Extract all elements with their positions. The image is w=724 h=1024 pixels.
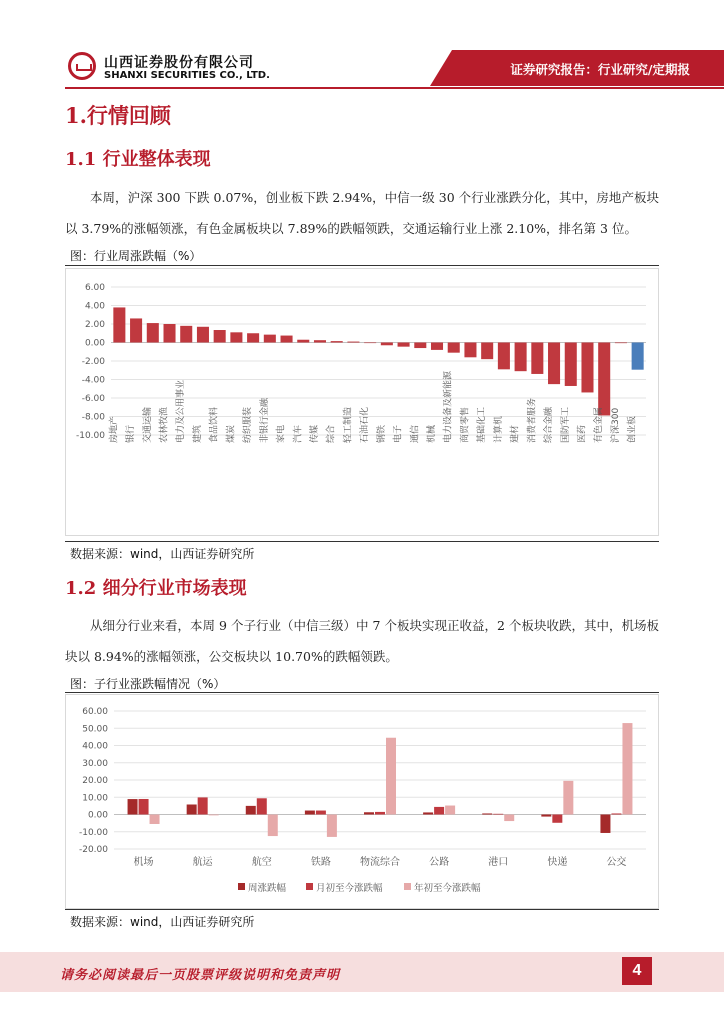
bar-23 (498, 343, 510, 370)
sub-industry-paragraph: 从细分行业来看，本周 9 个子行业（中信三级）中 7 个板块实现正收益，2 个板块收跌，其中，机场板块以 8.94%的涨幅领涨，公交板块以 10.70%的跌幅领跌。 (65, 618, 659, 664)
header-divider (65, 87, 724, 89)
bar-月初至今涨跌幅-公路 (434, 807, 444, 815)
bar-月初至今涨跌幅-铁路 (316, 811, 326, 815)
subsection-title-sub-industry: 1.2 细分行业市场表现 (65, 578, 247, 599)
bar-周涨跌幅-航运 (187, 804, 197, 814)
bar-21 (464, 343, 476, 358)
bar-月初至今涨跌幅-物流综合 (375, 812, 385, 815)
x-tick-label: 石油石化 (360, 406, 371, 443)
bar-8 (247, 333, 259, 342)
x-tick-label: 国防军工 (560, 406, 571, 443)
x-tick-label: 公路 (429, 857, 450, 868)
x-tick-label: 通信 (410, 424, 421, 443)
x-tick-label: 航空 (251, 857, 272, 868)
legend-label: 周涨跌幅 (248, 883, 287, 894)
bar-11 (297, 340, 309, 343)
bar-5 (197, 327, 209, 343)
x-tick-label: 农林牧渔 (159, 406, 170, 443)
bar-28 (581, 343, 593, 393)
bar-周涨跌幅-物流综合 (364, 812, 374, 814)
y-tick-label: 6.00 (84, 283, 105, 293)
x-tick-label: 食品饮料 (209, 406, 220, 443)
x-tick-label: 综合 (326, 424, 337, 443)
y-tick-label: -20.00 (78, 845, 108, 855)
figure1-chart (65, 268, 659, 536)
bar-25 (531, 343, 543, 374)
x-tick-label: 创业板 (627, 415, 638, 443)
subsection-title-industry-performance: 1.1 行业整体表现 (65, 149, 211, 170)
page-number: 4 (622, 957, 652, 985)
bar-周涨跌幅-航空 (246, 806, 256, 815)
x-tick-label: 医药 (577, 424, 588, 443)
bar-年初至今涨跌幅-快递 (563, 781, 573, 815)
y-tick-label: -6.00 (81, 394, 105, 404)
bar-20 (448, 343, 460, 353)
x-tick-label: 基础化工 (477, 406, 488, 443)
legend-swatch (238, 883, 245, 890)
y-tick-label: 0.00 (84, 338, 105, 349)
bar-6 (214, 330, 226, 342)
x-tick-label: 家电 (276, 424, 287, 443)
figure2-chart (65, 694, 659, 909)
bar-周涨跌幅-公路 (423, 812, 433, 814)
footer-disclaimer: 请务必阅读最后一页股票评级说明和免责声明 (60, 968, 341, 983)
y-tick-label: -10.00 (75, 431, 105, 441)
figure2-top-rule (65, 692, 659, 693)
bar-周涨跌幅-铁路 (305, 811, 315, 815)
y-tick-label: -4.00 (81, 375, 105, 386)
bar-18 (414, 343, 426, 349)
x-tick-label: 房地产 (109, 415, 120, 443)
bar-27 (565, 343, 577, 386)
x-tick-label: 纺织服装 (243, 406, 254, 443)
bar-周涨跌幅-快递 (541, 815, 551, 817)
bar-月初至今涨跌幅-快递 (552, 815, 562, 823)
legend-label: 年初至今涨跌幅 (414, 883, 481, 894)
bar-17 (398, 343, 410, 347)
bar-10 (281, 336, 293, 343)
sub-industry-bar-chart (66, 695, 658, 908)
figure1-title: 图：行业周涨跌幅（%） (70, 249, 202, 263)
y-tick-label: 10.00 (82, 793, 108, 804)
figure1-source: 数据来源：wind，山西证券研究所 (70, 547, 255, 561)
bar-4 (180, 326, 192, 343)
bar-年初至今涨跌幅-航运 (209, 815, 219, 816)
x-tick-label: 航运 (192, 857, 213, 868)
x-tick-label: 沪深300 (610, 407, 621, 443)
y-tick-label: 2.00 (84, 320, 105, 330)
company-name-cn: 山西证券股份有限公司 (104, 55, 254, 71)
legend-swatch (306, 883, 313, 890)
bar-31 (632, 343, 644, 370)
figure2-title: 图：子行业涨跌幅情况（%） (70, 677, 226, 691)
bar-7 (230, 332, 242, 342)
x-tick-label: 消费者服务 (527, 397, 538, 443)
x-tick-label: 建材 (510, 424, 521, 443)
bar-1 (130, 318, 142, 342)
figure1-top-rule (65, 265, 659, 266)
industry-weekly-bar-chart (66, 269, 658, 535)
x-tick-label: 煤炭 (226, 424, 237, 443)
x-tick-label: 电力及公用事业 (176, 379, 187, 443)
bar-年初至今涨跌幅-铁路 (327, 815, 337, 837)
bar-年初至今涨跌幅-航空 (268, 815, 278, 837)
y-tick-label: 20.00 (82, 776, 108, 786)
x-tick-label: 计算机 (493, 415, 504, 443)
bar-16 (381, 343, 393, 346)
bar-年初至今涨跌幅-港口 (504, 815, 514, 822)
bar-26 (548, 343, 560, 385)
x-tick-label: 非银行金融 (259, 397, 270, 443)
section-title-market-review: 1.行情回顾 (65, 103, 171, 128)
y-tick-label: 60.00 (82, 707, 108, 717)
x-tick-label: 交通运输 (142, 406, 153, 443)
y-tick-label: -2.00 (81, 357, 105, 367)
x-tick-label: 汽车 (293, 424, 304, 443)
bar-15 (364, 343, 376, 344)
bar-月初至今涨跌幅-机场 (139, 799, 149, 815)
x-tick-label: 商贸零售 (460, 406, 471, 443)
x-tick-label: 轻工制造 (343, 406, 354, 443)
x-tick-label: 建筑 (192, 424, 203, 443)
y-tick-label: 4.00 (84, 301, 105, 312)
bar-月初至今涨跌幅-航空 (257, 798, 267, 814)
bar-月初至今涨跌幅-航运 (198, 797, 208, 814)
x-tick-label: 传媒 (309, 424, 320, 443)
x-tick-label: 机场 (133, 857, 154, 868)
figure1-bottom-rule (65, 541, 659, 542)
bar-24 (515, 343, 527, 372)
y-tick-label: 50.00 (82, 724, 108, 735)
bar-9 (264, 335, 276, 343)
bar-2 (147, 323, 159, 342)
bar-12 (314, 340, 326, 342)
industry-performance-paragraph: 本周，沪深 300 下跌 0.07%，创业板下跌 2.94%，中信一级 30 个行业涨跌分化，其中，房地产板块以 3.79%的涨幅领涨，有色金属板块以 7.89%的跌幅领跌，交通运输行业上涨 2.10%，排名第 3 位。 (65, 190, 659, 236)
company-logo-icon (68, 52, 96, 80)
x-tick-label: 物流综合 (360, 857, 400, 868)
y-tick-label: -8.00 (81, 412, 105, 423)
y-tick-label: 0.00 (87, 810, 108, 821)
legend-swatch (404, 883, 411, 890)
bar-22 (481, 343, 493, 360)
x-tick-label: 银行 (126, 424, 137, 443)
y-tick-label: 40.00 (82, 741, 108, 752)
report-type-label: 证券研究报告：行业研究/定期报 (510, 62, 690, 77)
figure2-source: 数据来源：wind，山西证券研究所 (70, 915, 255, 929)
bar-周涨跌幅-港口 (482, 813, 492, 814)
x-tick-label: 港口 (488, 857, 509, 868)
bar-3 (163, 324, 175, 343)
bar-29 (598, 343, 610, 416)
x-tick-label: 快递 (547, 857, 568, 868)
legend-label: 月初至今涨跌幅 (316, 883, 383, 894)
bar-14 (347, 342, 359, 343)
figure2-bottom-rule (65, 909, 659, 910)
bar-年初至今涨跌幅-公交 (622, 723, 632, 814)
x-tick-label: 电子 (393, 424, 404, 443)
bar-周涨跌幅-公交 (600, 815, 610, 833)
bar-年初至今涨跌幅-物流综合 (386, 738, 396, 815)
x-tick-label: 铁路 (310, 857, 331, 868)
bar-月初至今涨跌幅-港口 (493, 814, 503, 815)
bar-13 (331, 341, 343, 342)
bar-年初至今涨跌幅-机场 (150, 815, 160, 824)
bar-30 (615, 343, 627, 344)
bar-年初至今涨跌幅-公路 (445, 806, 455, 815)
y-tick-label: 30.00 (82, 758, 108, 769)
x-tick-label: 钢铁 (376, 424, 387, 443)
y-tick-label: -10.00 (78, 827, 108, 838)
x-tick-label: 电力设备及新能源 (443, 370, 454, 443)
bar-月初至今涨跌幅-公交 (611, 813, 621, 814)
bar-19 (431, 343, 443, 350)
company-name-en: SHANXI SECURITIES CO., LTD. (104, 70, 270, 81)
bar-周涨跌幅-机场 (128, 799, 138, 814)
x-tick-label: 综合金融 (544, 406, 555, 443)
x-tick-label: 机械 (427, 424, 438, 443)
bar-0 (113, 307, 125, 342)
x-tick-label: 公交 (606, 857, 627, 868)
x-tick-label: 有色金属 (594, 406, 605, 443)
